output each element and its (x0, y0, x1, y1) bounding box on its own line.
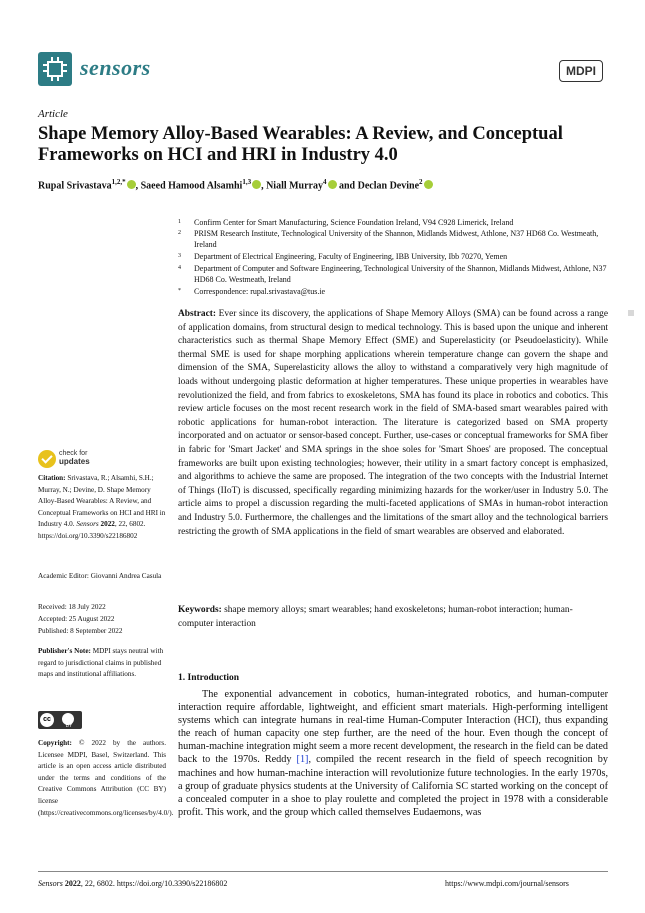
intro-text: The exponential advancement in cobotics, human-integrated robotics, and human-computer interaction require affordable, lightweight, and efficient smart materials. High-performing intelligent systems which can integrate humans in real-time Human-Computer Interaction (HCI), thus expanding the reach of human capacity one step further, are the need of the hour. Even though the concept of human-machine integration might seem a more recent development, the research in the field can be dated back to the 1970s. Reddy (178, 689, 608, 766)
copyright (38, 738, 174, 819)
author-affiliation-marker: 1,3 (242, 178, 252, 186)
correspondence (178, 286, 618, 297)
received-date: Received: 18 July 2022 (38, 603, 106, 611)
intro-text-cont: , compiled the recent research in the field of speech recognition by machines and how human-machine interaction will revolutionize future technologies. In the early 1970s, a group of graduate physics students at the University of California SC started working on the concept of a concealed computer in a shoe to play roulette and completed the project in 1978 with a considerable profit. This work, and the group which called themselves Eudaemons, was (178, 754, 608, 818)
affiliation-item (178, 263, 618, 285)
footer-citation (38, 879, 227, 888)
introduction-paragraph (178, 688, 608, 819)
publisher-note (38, 646, 166, 681)
orcid-icon[interactable] (252, 180, 261, 189)
keywords-label: Keywords: (178, 605, 222, 615)
check-for-updates-button[interactable] (38, 448, 118, 470)
mdpi-logo (559, 60, 603, 82)
author-affiliation-marker: 2 (419, 178, 423, 186)
copyright-label: Copyright: (38, 739, 72, 747)
abstract-label: Abstract: (178, 309, 217, 319)
orcid-icon[interactable] (424, 180, 433, 189)
abstract (178, 308, 608, 539)
author-affiliation-marker: 4 (323, 178, 327, 186)
affiliation-item (178, 217, 618, 228)
author-name: Rupal Srivastava (38, 180, 112, 192)
affiliation-number: 1 (178, 219, 181, 225)
citation-text: Srivastava, R.; Alsamhi, S.H.; Murray, N.; Devine, D. Shape Memory Alloy-Based Wearables: A Review, and Conceptual Frameworks on HCI and HRI in Industry 4.0. (38, 474, 166, 529)
citation-label: Citation: (38, 474, 66, 482)
scroll-indicator (628, 310, 634, 316)
correspondence-text[interactable]: Correspondence: rupal.srivastava@tus.ie (194, 287, 326, 296)
publisher-note-label: Publisher's Note: (38, 647, 91, 655)
abstract-text: Ever since its discovery, the applications of Shape Memory Alloys (SMA) can be found across a range of application domains, from structural design to medical technology. This is based upon the unique and inherent characteristics such as thermal Shape Memory Effect (SME) and Superelasticity (or Pseudoelasticity). While thermal SME is used for shape morphing applications wherein temperature change can govern the shape and dimension of the SMA, Superelasticity allows the alloy to withstand a comparatively very high magnitude of loads without undergoing plastic deformation at higher temperatures. These unique properties in wearables have revolutionized the field, and from fabrics to exoskeletons, SMA has found its place in robotics and cobotics. This review article focuses on the most recent research work in the field of SMA-based smart wearables paired with robotic applications for human-robot interaction. The literature is categorized based on SMA property incorporated and on actuator or sensor-based concept. Further, use-cases or conceptual frameworks for SMA fiber in fabric for 'Smart Jacket' and SMA springs in the shoe soles for 'Smart Shoes' are proposed. The conceptual frameworks are built upon existing technologies; however, their utility in a smart factory concept is emphasized, and algorithms to achieve the same are proposed. The integration of the two concepts with the Industrial Internet of Things (IIoT) is discussed, specifically regarding minimizing hazards for the worker/user in Industry 5.0. The article aims to propel a discussion regarding the multi-faceted applications of SMAs in human-robot interaction and Industry 5.0. Furthermore, the challenges and the limitations of the smart alloy and the technological barriers restricting the growth of SMA applications in the field of smart wearables are observed and elaborated. (178, 309, 609, 537)
affiliation-item (178, 251, 618, 262)
affiliation-number: 2 (178, 230, 181, 236)
footer-journal-url[interactable]: https://www.mdpi.com/journal/sensors (445, 879, 569, 888)
article-title: Shape Memory Alloy-Based Wearables: A Review, and Conceptual Frameworks on HCI and HRI in Industry 4.0 (38, 124, 563, 165)
affiliation-text: Department of Computer and Software Engineering, Technological University of the Shannon, Midlands Midwest, Athlone, N37 HD68 Co. Westmeath, Ireland (194, 264, 607, 284)
orcid-icon[interactable] (127, 180, 136, 189)
academic-editor: Academic Editor: Giovanni Andrea Casula (38, 572, 162, 580)
orcid-icon[interactable] (328, 180, 337, 189)
author-name: Saeed Hamood Alsamhi (140, 180, 243, 192)
author-separator: , (135, 180, 141, 192)
author-separator: and (336, 180, 358, 192)
copyright-text: © 2022 by the authors. Licensee MDPI, Basel, Switzerland. This article is an open access article distributed under the terms and conditions of the Creative Commons Attribution (CC BY) license (https://creativecommons.org/licenses/by/4.0/). (38, 739, 174, 817)
accepted-date: Accepted: 25 August 2022 (38, 615, 115, 623)
publisher-name: MDPI (566, 64, 596, 78)
reference-link[interactable]: [1] (296, 754, 309, 766)
cc-by-label: BY (65, 723, 73, 729)
affiliation-text: Confirm Center for Smart Manufacturing, Science Foundation Ireland, V94 C928 Limerick, Ireland (194, 218, 514, 227)
author-name: Niall Murray (266, 180, 323, 192)
footer-doi[interactable]: , 22, 6802. https://doi.org/10.3390/s22186802 (80, 879, 228, 888)
article-type: Article (38, 108, 68, 120)
citation-year: 2022 (100, 520, 115, 529)
keywords (178, 604, 608, 631)
journal-name: sensors (80, 55, 151, 80)
author-affiliation-marker: 1,2,* (111, 178, 126, 186)
footer-divider (38, 871, 608, 872)
check-updates-line2: updates (59, 457, 90, 466)
cc-label: cc (40, 713, 54, 727)
affiliation-number: 3 (178, 253, 181, 259)
section-heading: 1. Introduction (178, 673, 240, 683)
journal-logo-icon (38, 52, 72, 86)
citation-journal: Sensors (76, 520, 99, 529)
citation (38, 473, 166, 543)
affiliation-number: 4 (178, 265, 181, 271)
check-updates-line1: check for (59, 450, 88, 457)
affiliation-item (178, 228, 618, 250)
affiliation-text: PRISM Research Institute, Technological University of the Shannon, Midlands Midwest, Athlone, N37 HD68 Co. Westmeath, Ireland (194, 229, 599, 249)
author-separator: , (261, 180, 267, 192)
published-date: Published: 8 September 2022 (38, 627, 123, 635)
author-name: Declan Devine (357, 180, 420, 192)
keywords-text: shape memory alloys; smart wearables; hand exoskeletons; human-robot interaction; human-computer interaction (178, 605, 573, 629)
check-icon (38, 450, 56, 468)
footer-journal: Sensors (38, 879, 63, 888)
publisher-note-text: MDPI stays neutral with regard to jurisdictional claims in published maps and institutional affiliations. (38, 647, 164, 679)
cc-by-license-icon[interactable] (38, 711, 82, 729)
footer-year: 2022 (64, 879, 81, 888)
affiliation-number: * (178, 288, 181, 294)
citation-rest[interactable]: , 22, 6802. https://doi.org/10.3390/s22186802 (38, 520, 146, 540)
author-list (38, 178, 618, 191)
affiliation-text: Department of Electrical Engineering, Faculty of Engineering, IBB University, Ibb 70270, Yemen (194, 252, 508, 261)
